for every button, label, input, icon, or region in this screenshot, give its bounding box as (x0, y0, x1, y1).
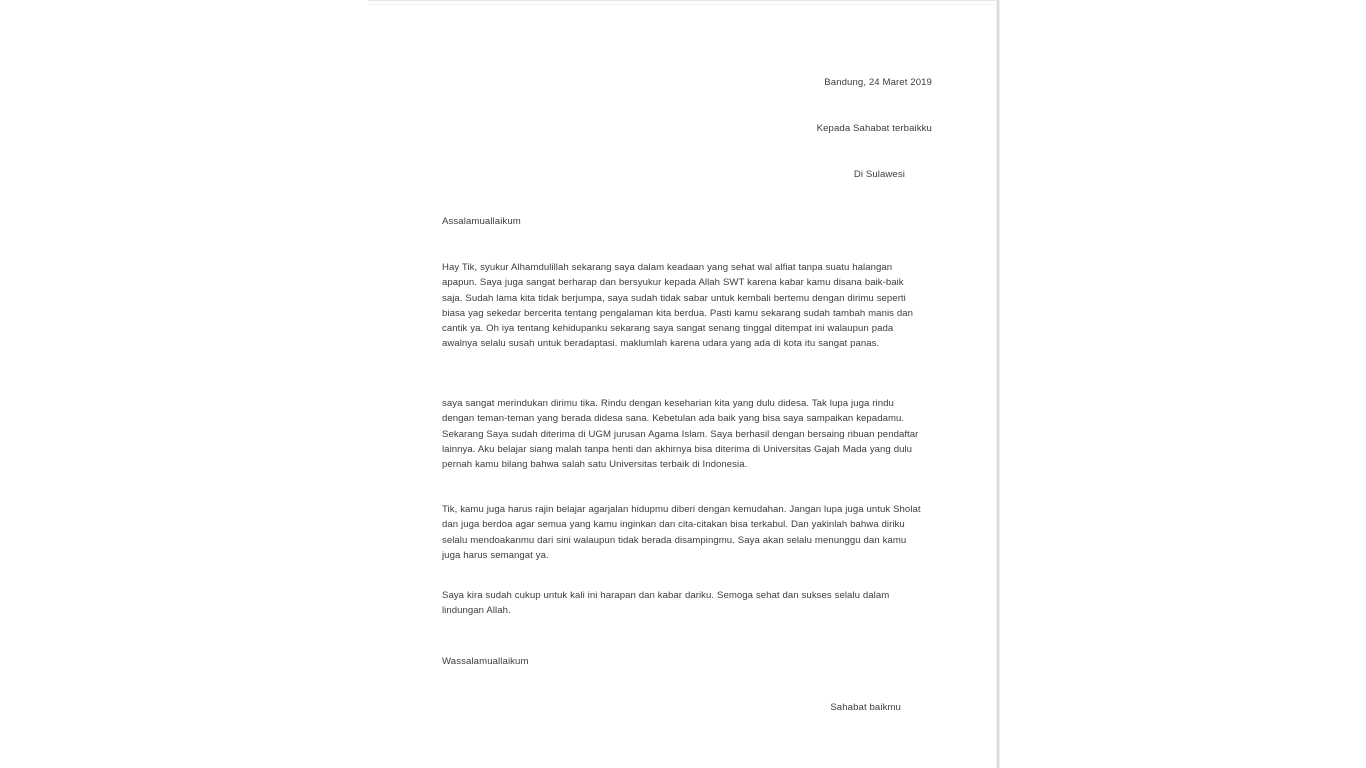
letter-recipient-line: Kepada Sahabat terbaikku (816, 123, 932, 134)
letter-date-line: Bandung, 24 Maret 2019 (824, 77, 932, 88)
letter-salutation: Assalamuallaikum (442, 216, 521, 227)
letter-signature: Sahabat baikmu (830, 702, 901, 713)
letter-body-paragraph-4: Saya kira sudah cukup untuk kali ini harapan dan kabar dariku. Semoga sehat dan sukses selalu dalam lindungan Allah. (442, 590, 890, 617)
letter-content (442, 1, 932, 768)
letter-body-paragraph-2: saya sangat merindukan dirimu tika. Rindu dengan keseharian kita yang dulu didesa. Tak lupa juga rindu dengan teman-teman yang berada didesa sana. Kebetulan ada baik yang bisa saya sampaikan kepadamu. Sekarang Saya sudah diterima di UGM jurusan Agama Islam. Saya berhasil dengan bersaing ribuan pendaftar lainnya. Aku belajar siang malah tanpa henti dan akhirnya bisa diterima di Universitas Gajah Mada yang dulu pernah kamu bilang bahwa salah satu Universitas terbaik di Indonesia. (442, 398, 919, 471)
page-right-divider (996, 0, 1000, 768)
letter-closing: Wassalamuallaikum (442, 656, 529, 667)
letter-recipient-city: Di Sulawesi (853, 169, 905, 180)
letter-body-paragraph-3: Tik, kamu juga harus rajin belajar agarjalan hidupmu diberi dengan kemudahan. Jangan lupa juga untuk Sholat dan juga berdoa agar semua yang kamu inginkan dan cita-citakan bisa terkabul. Dan yakinlah bahwa diriku selalu mendoakanmu dari sini walaupun tidak berada disampingmu. Saya akan selalu menunggu dan kamu juga harus semangat ya. (442, 504, 921, 561)
letter-body-paragraph-1: Hay Tik, syukur Alhamdulillah sekarang saya dalam keadaan yang sehat wal alfiat tanpa suatu halangan apapun. Saya juga sangat berharap dan bersyukur kepada Allah SWT karena kabar kamu disana baik-baik saja. Sudah lama kita tidak berjumpa, saya sudah tidak sabar untuk kembali bertemu dengan dirimu seperti biasa yag sekedar bercerita tentang pengalaman kita berdua. Pasti kamu sekarang sudah tambah manis dan cantik ya. Oh iya tentang kehidupanku sekarang saya sangat senang tinggal ditempat ini walaupun pada awalnya selalu susah untuk beradaptasi. maklumlah karena udara yang ada di kota itu sangat panas. (442, 262, 914, 350)
letter-page (368, 0, 998, 768)
